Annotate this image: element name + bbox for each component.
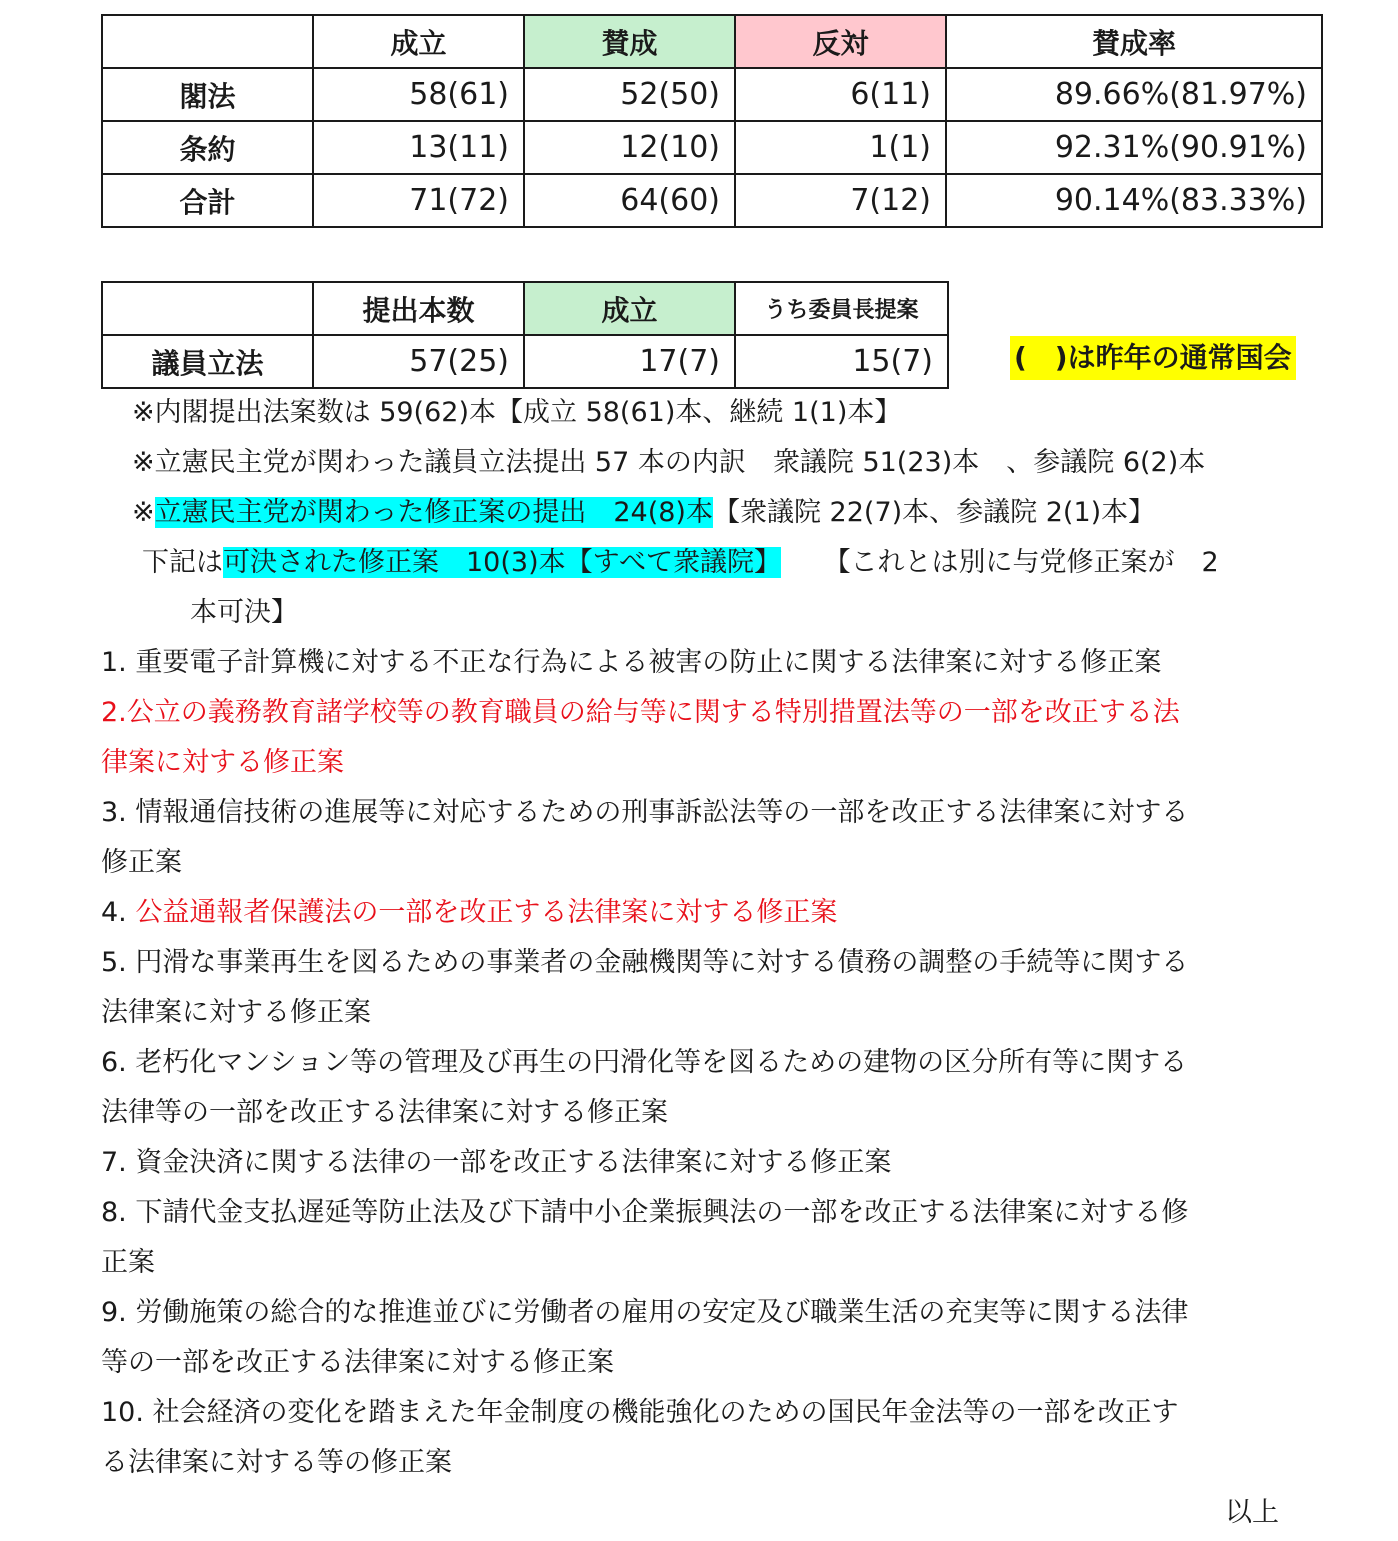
cell-submitted: 57(25) bbox=[313, 335, 524, 388]
row-label: 合計 bbox=[102, 174, 313, 227]
prior-session-note: ( )は昨年の通常国会 bbox=[1010, 336, 1296, 380]
item-number: 3. bbox=[101, 797, 127, 828]
cell-rate: 92.31%(90.91%) bbox=[946, 121, 1322, 174]
table-header-row bbox=[102, 15, 1322, 68]
table-row bbox=[102, 174, 1322, 227]
cell-passed: 13(11) bbox=[313, 121, 524, 174]
list-item-continuation: 法律案に対する修正案 bbox=[101, 997, 371, 1028]
member-bill-table bbox=[101, 281, 949, 389]
list-item bbox=[101, 1043, 1187, 1083]
cell-no: 6(11) bbox=[735, 68, 946, 121]
table-row bbox=[102, 335, 948, 388]
note-member-bills: ※立憲民主党が関わった議員立法提出 57 本の内訳 衆議院 51(23)本 、参議院 6(2)本 bbox=[132, 447, 1206, 478]
item-text: 社会経済の変化を踏まえた年金制度の機能強化のための国民年金法等の一部を改正す bbox=[152, 1397, 1179, 1428]
list-item bbox=[101, 893, 837, 933]
list-item-continuation: 等の一部を改正する法律案に対する修正案 bbox=[101, 1347, 614, 1378]
row-label: 条約 bbox=[102, 121, 313, 174]
item-number: 5. bbox=[101, 947, 127, 978]
note-continuation: 本可決】 bbox=[190, 597, 298, 628]
list-item bbox=[101, 1293, 1188, 1333]
item-number: 10. bbox=[101, 1397, 144, 1428]
cell-rate: 89.66%(81.97%) bbox=[946, 68, 1322, 121]
table-header-row bbox=[102, 282, 948, 335]
item-text: 公益通報者保護法の一部を改正する法律案に対する修正案 bbox=[135, 897, 838, 928]
header-passed: 成立 bbox=[313, 15, 524, 68]
cell-no: 1(1) bbox=[735, 121, 946, 174]
item-text: 労働施策の総合的な推進並びに労働者の雇用の安定及び職業生活の充実等に関する法律 bbox=[135, 1297, 1189, 1328]
cell-yes: 52(50) bbox=[524, 68, 735, 121]
list-item bbox=[101, 693, 1180, 733]
item-number: 7. bbox=[101, 1147, 127, 1178]
passed-amendments-highlight: 可決された修正案 10(3)本【すべて衆議院】 bbox=[223, 547, 782, 578]
cell-yes: 64(60) bbox=[524, 174, 735, 227]
vote-stats-table bbox=[101, 14, 1323, 228]
list-item-continuation: 正案 bbox=[101, 1247, 155, 1278]
item-number: 4. bbox=[101, 897, 127, 928]
item-text: 重要電子計算機に対する不正な行為による被害の防止に関する法律案に対する修正案 bbox=[135, 647, 1162, 678]
header-empty bbox=[102, 15, 313, 68]
amendments-highlight: 立憲民主党が関わった修正案の提出 24(8)本 bbox=[154, 497, 713, 528]
header-chair: うち委員長提案 bbox=[735, 282, 948, 335]
amendments-detail: 【衆議院 22(7)本、参議院 2(1)本】 bbox=[712, 497, 1156, 528]
cell-passed: 17(7) bbox=[524, 335, 735, 388]
header-passed: 成立 bbox=[524, 282, 735, 335]
cell-rate: 90.14%(83.33%) bbox=[946, 174, 1322, 227]
cell-passed: 71(72) bbox=[313, 174, 524, 227]
item-text: 老朽化マンション等の管理及び再生の円滑化等を図るための建物の区分所有等に関する bbox=[135, 1047, 1188, 1078]
list-item bbox=[101, 643, 1161, 683]
item-text: 資金決済に関する法律の一部を改正する法律案に対する修正案 bbox=[135, 1147, 892, 1178]
list-item bbox=[101, 1143, 891, 1183]
list-item bbox=[101, 943, 1188, 983]
ruling-party-note: 【これとは別に与党修正案が 2 bbox=[837, 547, 1219, 578]
list-item-continuation: 律案に対する修正案 bbox=[101, 747, 344, 778]
cell-passed: 58(61) bbox=[313, 68, 524, 121]
note-mark: ※ bbox=[132, 497, 155, 528]
closing-text: 以上 bbox=[1225, 1497, 1279, 1528]
header-yes: 賛成 bbox=[524, 15, 735, 68]
list-item bbox=[101, 793, 1188, 833]
header-no: 反対 bbox=[735, 15, 946, 68]
row-label: 議員立法 bbox=[102, 335, 313, 388]
item-number: 9. bbox=[101, 1297, 127, 1328]
item-number: 2. bbox=[101, 697, 127, 728]
list-item-continuation: 法律等の一部を改正する法律案に対する修正案 bbox=[101, 1097, 668, 1128]
item-number: 6. bbox=[101, 1047, 127, 1078]
table-row bbox=[102, 68, 1322, 121]
item-number: 8. bbox=[101, 1197, 127, 1228]
item-text: 下請代金支払遅延等防止法及び下請中小企業振興法の一部を改正する法律案に対する修 bbox=[135, 1197, 1189, 1228]
item-number: 1. bbox=[101, 647, 127, 678]
header-submitted: 提出本数 bbox=[313, 282, 524, 335]
header-empty bbox=[102, 282, 313, 335]
item-text: 情報通信技術の進展等に対応するための刑事訴訟法等の一部を改正する法律案に対する bbox=[135, 797, 1189, 828]
cell-no: 7(12) bbox=[735, 174, 946, 227]
list-item bbox=[101, 1193, 1188, 1233]
item-text: 公立の義務教育諸学校等の教育職員の給与等に関する特別措置法等の一部を改正する法 bbox=[126, 697, 1180, 728]
note-cabinet-bills: ※内閣提出法案数は 59(62)本【成立 58(61)本、継続 1(1)本】 bbox=[132, 397, 902, 428]
header-rate: 賛成率 bbox=[946, 15, 1322, 68]
list-item-continuation: 修正案 bbox=[101, 847, 182, 878]
row-label: 閣法 bbox=[102, 68, 313, 121]
table-row bbox=[102, 121, 1322, 174]
cell-yes: 12(10) bbox=[524, 121, 735, 174]
note-prefix: 下記は bbox=[142, 547, 223, 578]
item-text: 円滑な事業再生を図るための事業者の金融機関等に対する債務の調整の手続等に関する bbox=[135, 947, 1189, 978]
note-amendments bbox=[132, 493, 1155, 533]
list-item bbox=[101, 1393, 1179, 1433]
note-passed-amendments bbox=[142, 543, 1219, 583]
list-item-continuation: る法律案に対する等の修正案 bbox=[101, 1447, 452, 1478]
cell-chair: 15(7) bbox=[735, 335, 948, 388]
